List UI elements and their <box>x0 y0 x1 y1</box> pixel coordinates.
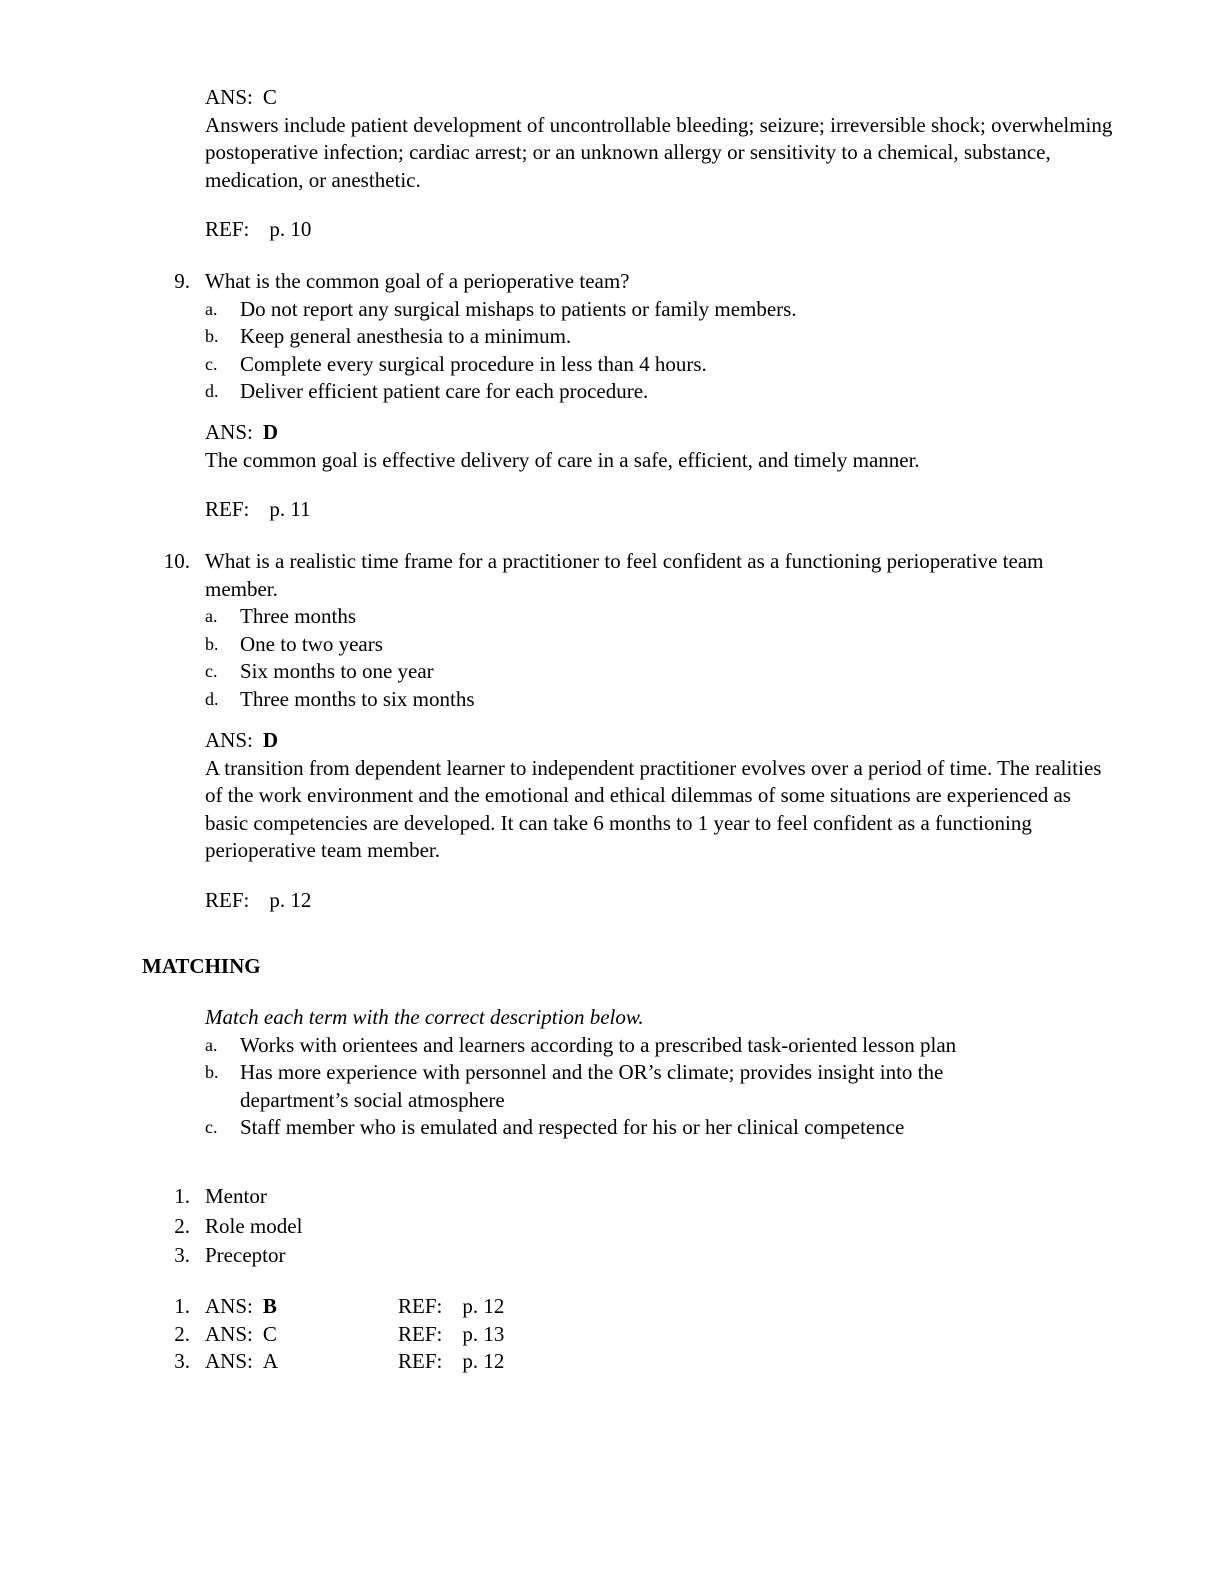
reference-page: p. 10 <box>269 217 312 241</box>
option-a <box>205 296 1115 324</box>
description-text: Has more experience with personnel and the OR’s climate; provides insight into the department’s social atmosphere <box>240 1060 944 1112</box>
term-item <box>150 1183 1115 1213</box>
question-10 <box>150 548 1115 713</box>
option-text: Complete every surgical procedure in less than 4 hours. <box>240 351 707 376</box>
question-9 <box>150 268 1115 406</box>
option-b <box>205 323 1115 351</box>
answer-line <box>205 419 1115 447</box>
option-b <box>205 631 1115 659</box>
reference-cell <box>398 1321 504 1349</box>
answer-label: ANS: <box>205 1349 253 1373</box>
reference-line <box>205 887 1115 915</box>
option-letter: d. <box>205 381 219 401</box>
answer-block-8 <box>205 84 1115 244</box>
answer-cell <box>205 1348 278 1376</box>
term-text: Preceptor <box>205 1243 286 1267</box>
option-d <box>205 378 1115 406</box>
option-c <box>205 658 1115 686</box>
question-stem: What is a realistic time frame for a practitioner to feel confident as a functioning perioperative team member. <box>205 549 1044 601</box>
answer-key: B <box>262 1294 277 1318</box>
reference-cell <box>398 1348 504 1376</box>
question-stem: What is the common goal of a perioperative team? <box>205 269 630 293</box>
answer-row <box>150 1348 1115 1376</box>
answer-number: 3. <box>174 1349 190 1373</box>
option-d <box>205 686 1115 714</box>
answer-cell <box>205 1321 277 1349</box>
matching-descriptions <box>205 1004 1045 1142</box>
answer-label: ANS: <box>205 1294 253 1318</box>
reference-line <box>205 216 1115 244</box>
answer-row <box>150 1321 1115 1349</box>
answer-block-9 <box>205 419 1115 524</box>
option-letter: b. <box>205 326 219 346</box>
option-text: Deliver efficient patient care for each procedure. <box>240 379 649 403</box>
reference-page: p. 13 <box>462 1321 505 1346</box>
option-letter: c. <box>205 353 218 374</box>
rationale: Answers include patient development of uncontrollable bleeding; seizure; irreversible shock; overwhelming postoperative infection; cardiac arrest; or an unknown allergy or sensitivity to a chemical, substance, medication, or anesthetic. <box>205 112 1113 192</box>
reference-label: REF: <box>398 1321 443 1346</box>
reference-line <box>205 496 1115 524</box>
reference-page: p. 12 <box>462 1294 505 1318</box>
answer-line <box>205 84 1115 112</box>
description-b <box>205 1059 1045 1114</box>
description-text: Works with orientees and learners according to a prescribed task-oriented lesson plan <box>240 1032 957 1057</box>
option-text: Three months <box>240 604 357 628</box>
answer-number: 2. <box>174 1321 190 1346</box>
description-letter: a. <box>205 1034 218 1055</box>
option-text: Six months to one year <box>240 659 434 683</box>
option-text: Do not report any surgical mishaps to patients or family members. <box>240 296 797 321</box>
option-letter: b. <box>205 633 219 654</box>
term-text: Role model <box>205 1213 303 1238</box>
option-letter: a. <box>205 606 218 626</box>
reference-page: p. 11 <box>269 497 311 521</box>
description-text: Staff member who is emulated and respected for his or her clinical competence <box>240 1115 905 1139</box>
term-text: Mentor <box>205 1184 267 1208</box>
term-list <box>150 1183 1115 1272</box>
reference-label: REF: <box>205 887 250 912</box>
option-text: Three months to six months <box>240 686 475 711</box>
option-list <box>205 296 1115 406</box>
reference-label: REF: <box>205 497 250 521</box>
answer-line <box>205 727 1115 755</box>
answer-key: C <box>262 85 277 109</box>
reference-label: REF: <box>398 1294 443 1318</box>
answer-key: D <box>262 728 279 752</box>
answer-block-10 <box>205 727 1115 914</box>
reference-label: REF: <box>205 217 250 241</box>
question-number: 10. <box>163 549 190 573</box>
rationale: A transition from dependent learner to independent practitioner evolves over a period of time. The realities of the work environment and the emotional and ethical dilemmas of some situations are experienced as basic competencies are developed. It can take 6 months to 1 year to feel confident as a functioning perioperative team member. <box>205 755 1102 862</box>
reference-cell <box>398 1293 504 1321</box>
answer-label: ANS: <box>205 1321 253 1346</box>
term-number: 3. <box>174 1243 190 1267</box>
description-a <box>205 1032 1045 1060</box>
option-c <box>205 351 1115 379</box>
rationale: The common goal is effective delivery of care in a safe, efficient, and timely manner. <box>205 447 920 472</box>
term-number: 1. <box>174 1184 190 1208</box>
option-letter: a. <box>205 298 218 319</box>
option-letter: c. <box>205 661 218 681</box>
term-item <box>150 1242 1115 1272</box>
term-number: 2. <box>174 1213 190 1238</box>
answer-label: ANS: <box>205 420 253 444</box>
answer-label: ANS: <box>205 728 253 752</box>
answer-number: 1. <box>174 1294 190 1318</box>
question-number: 9. <box>174 269 190 293</box>
description-letter: c. <box>205 1117 218 1137</box>
option-a <box>205 603 1115 631</box>
reference-page: p. 12 <box>269 887 312 912</box>
option-letter: d. <box>205 688 219 709</box>
reference-label: REF: <box>398 1349 443 1373</box>
term-item <box>150 1213 1115 1243</box>
reference-page: p. 12 <box>462 1349 505 1373</box>
section-heading: MATCHING <box>142 954 261 978</box>
answer-key: D <box>262 420 279 444</box>
answer-cell <box>205 1293 277 1321</box>
answer-key: C <box>262 1321 277 1346</box>
matching-instruction: Match each term with the correct description below. <box>205 1005 644 1029</box>
description-c <box>205 1114 1045 1142</box>
answer-row <box>150 1293 1115 1321</box>
answer-key: A <box>262 1349 279 1373</box>
option-list <box>205 603 1115 713</box>
answer-label: ANS: <box>205 85 253 109</box>
option-text: Keep general anesthesia to a minimum. <box>240 324 572 348</box>
option-text: One to two years <box>240 631 383 656</box>
answer-key-list <box>150 1293 1115 1376</box>
description-letter: b. <box>205 1062 219 1082</box>
